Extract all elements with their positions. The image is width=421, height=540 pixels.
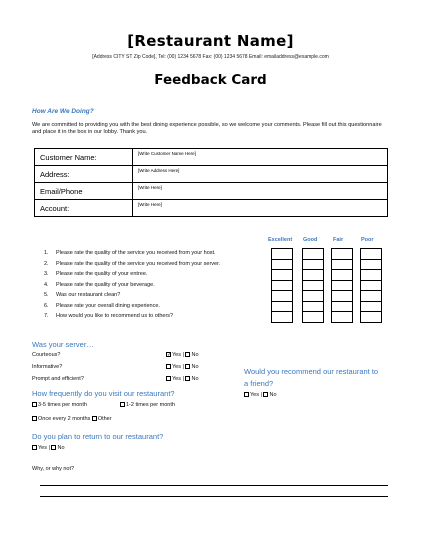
rating-cell[interactable] bbox=[361, 312, 382, 323]
rating-cell[interactable] bbox=[303, 312, 324, 323]
account-field[interactable]: [Write Here] bbox=[133, 200, 388, 217]
rating-header-fair: Fair bbox=[333, 237, 344, 243]
rating-question: 3. Please rate the quality of your entree. bbox=[44, 271, 148, 277]
info-row-email-phone bbox=[35, 183, 388, 200]
rating-cell[interactable] bbox=[303, 291, 324, 302]
intro-heading: How Are We Doing? bbox=[32, 108, 94, 115]
rating-cell[interactable] bbox=[272, 301, 293, 312]
rating-grid-good bbox=[302, 248, 324, 323]
rating-cell[interactable] bbox=[332, 280, 353, 291]
checkbox-icon[interactable] bbox=[244, 392, 249, 397]
why-answer-line[interactable] bbox=[40, 496, 388, 497]
server-question-label: Prompt and efficient? bbox=[32, 376, 84, 382]
rating-cell[interactable] bbox=[303, 301, 324, 312]
checkbox-icon[interactable] bbox=[185, 364, 190, 369]
info-label: Email/Phone bbox=[35, 183, 133, 200]
rating-cell[interactable] bbox=[361, 270, 382, 281]
return-heading: Do you plan to return to our restaurant? bbox=[32, 432, 164, 441]
checkbox-checked-icon[interactable]: ✓ bbox=[167, 352, 172, 359]
rating-cell[interactable] bbox=[332, 291, 353, 302]
recommend-heading: Would you recommend our restaurant to bbox=[244, 367, 379, 376]
rating-cell[interactable] bbox=[303, 259, 324, 270]
rating-cell[interactable] bbox=[272, 249, 293, 260]
rating-cell[interactable] bbox=[332, 301, 353, 312]
recommend-options: Yes | No bbox=[244, 392, 277, 398]
address-field[interactable]: [Write Address Here] bbox=[133, 166, 388, 183]
rating-cell[interactable] bbox=[272, 280, 293, 291]
info-row-account bbox=[35, 200, 388, 217]
frequency-option-row: Once every 2 months Other bbox=[32, 416, 112, 422]
checkbox-icon[interactable] bbox=[185, 352, 190, 357]
info-label: Account: bbox=[35, 200, 133, 217]
rating-question: 7. How would you like to recommend us to others? bbox=[44, 313, 174, 319]
customer-name-field[interactable]: [Write Customer Name Here] bbox=[133, 149, 388, 166]
server-prompt-options: Yes | No bbox=[166, 376, 199, 382]
rating-cell[interactable] bbox=[361, 259, 382, 270]
rating-question: 4. Please rate the quality of your beverage. bbox=[44, 281, 155, 288]
rating-question: 2. Please rate the quality of the service you received from your server. bbox=[44, 260, 221, 267]
checkbox-icon[interactable] bbox=[185, 376, 190, 381]
rating-cell[interactable] bbox=[332, 270, 353, 281]
rating-cell[interactable] bbox=[303, 280, 324, 291]
server-question-label: Courteous? bbox=[32, 352, 61, 358]
rating-cell[interactable] bbox=[272, 291, 293, 302]
rating-cell[interactable] bbox=[361, 301, 382, 312]
customer-info-table bbox=[34, 148, 388, 217]
rating-grid-excellent bbox=[271, 248, 293, 323]
restaurant-address: [Address CITY ST Zip Code], Tel: (00) 1234 5678 Fax: (00) 1234 5678 Email: emailaddress@example.com bbox=[92, 54, 329, 60]
frequency-heading: How frequently do you visit our restaurant? bbox=[32, 389, 175, 398]
rating-header-poor: Poor bbox=[361, 237, 374, 243]
rating-cell[interactable] bbox=[272, 270, 293, 281]
server-informative-options: Yes | No bbox=[166, 364, 199, 370]
rating-question: 6. Please rate your overall dining experience. bbox=[44, 302, 160, 309]
why-answer-line[interactable] bbox=[40, 485, 388, 486]
checkbox-icon[interactable] bbox=[32, 445, 37, 450]
info-label: Customer Name: bbox=[35, 149, 133, 166]
rating-cell[interactable] bbox=[332, 312, 353, 323]
frequency-option[interactable]: 1-2 times per month bbox=[120, 402, 175, 408]
checkbox-icon[interactable] bbox=[166, 376, 171, 381]
rating-cell[interactable] bbox=[361, 249, 382, 260]
info-row-customer-name bbox=[35, 149, 388, 166]
checkbox-icon[interactable] bbox=[32, 402, 37, 407]
rating-cell[interactable] bbox=[361, 291, 382, 302]
rating-cell[interactable] bbox=[272, 312, 293, 323]
checkbox-icon[interactable] bbox=[92, 416, 97, 421]
why-label: Why, or why not? bbox=[32, 466, 75, 472]
card-title: Feedback Card bbox=[154, 72, 267, 88]
restaurant-name: [Restaurant Name] bbox=[127, 32, 294, 50]
rating-cell[interactable] bbox=[303, 270, 324, 281]
info-row-address bbox=[35, 166, 388, 183]
rating-cell[interactable] bbox=[272, 259, 293, 270]
checkbox-icon[interactable] bbox=[51, 445, 56, 450]
rating-header-excellent: Excellent bbox=[268, 237, 293, 243]
rating-question: 1. Please rate the quality of the service you received from your host. bbox=[44, 250, 216, 256]
checkbox-icon[interactable] bbox=[166, 364, 171, 369]
rating-grid-fair bbox=[331, 248, 353, 323]
return-options: Yes | No bbox=[32, 445, 65, 451]
checkbox-icon[interactable] bbox=[120, 402, 125, 407]
rating-question: 5. Was our restaurant clean? bbox=[44, 292, 121, 298]
rating-questions bbox=[44, 248, 220, 322]
server-question-label: Informative? bbox=[32, 364, 63, 370]
rating-grid-poor bbox=[360, 248, 382, 323]
rating-cell[interactable] bbox=[332, 249, 353, 260]
intro-text: We are committed to providing you with the best dining experience possible, so we welcome your comments. Please fill out this questionnaire and place it in the box in our lobby. Thank you. bbox=[32, 122, 382, 136]
rating-cell[interactable] bbox=[303, 249, 324, 260]
rating-cell[interactable] bbox=[361, 280, 382, 291]
info-label: Address: bbox=[35, 166, 133, 183]
server-courteous-options: ✓Yes | No bbox=[167, 352, 199, 359]
checkbox-icon[interactable] bbox=[32, 416, 37, 421]
frequency-option[interactable]: 3-5 times per month bbox=[32, 402, 87, 408]
email-phone-field[interactable]: [Write Here] bbox=[133, 183, 388, 200]
rating-cell[interactable] bbox=[332, 259, 353, 270]
server-heading: Was your server… bbox=[32, 340, 94, 349]
checkbox-icon[interactable] bbox=[263, 392, 268, 397]
recommend-heading-cont: a friend? bbox=[244, 379, 274, 388]
rating-header-good: Good bbox=[303, 237, 318, 243]
